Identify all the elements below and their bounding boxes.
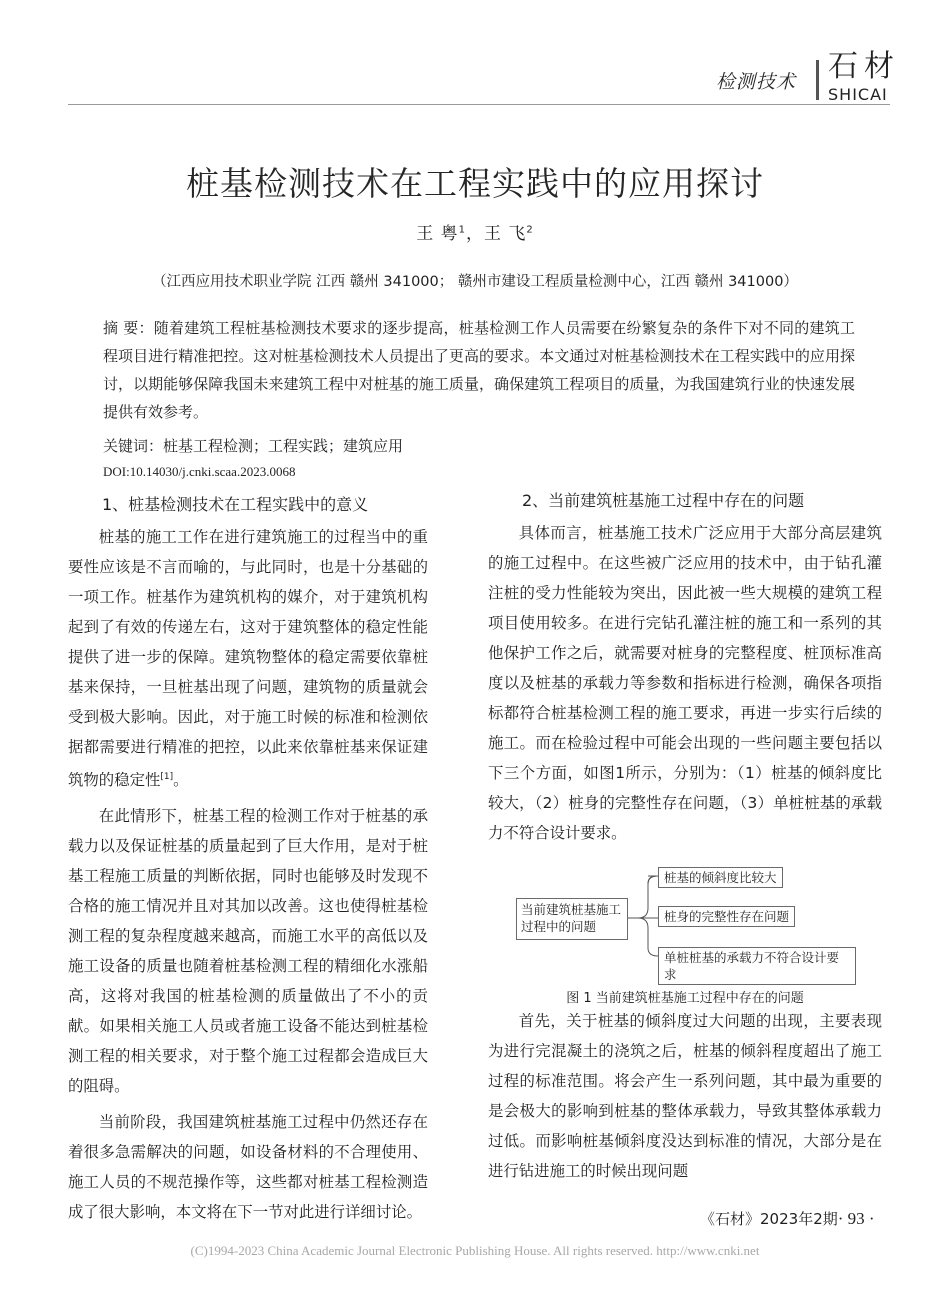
section-heading: 1、桩基检测技术在工程实践中的意义 <box>102 495 369 514</box>
paper-title: 桩基检测技术在工程实践中的应用探讨 <box>186 164 764 203</box>
author-separator: ， <box>466 224 484 244</box>
figure-1 <box>516 862 856 982</box>
paragraph: 在此情形下，桩基工程的检测工作对于桩基的承载力以及保证桩基的质量起到了巨大作用，是对于桩基工程施工质量的判断依据，同时也能够及时发现不合格的施工情况并且对其加以改善。这也使得桩基检测工程的复杂程度越来越高，而施工水平的高低以及施工设备的质量也随着桩基检测工程的精细化水涨船高，这将对我国的桩基检测的质量做出了不小的贡献。如果相关施工人员或者施工设备不能达到桩基检测工程的相关要求，对于整个施工过程都会造成巨大的阻碍。 <box>68 807 428 1096</box>
paragraph: 具体而言，桩基施工技术广泛应用于大部分高层建筑的施工过程中。在这些被广泛应用的技术中，由于钻孔灌注桩的受力性能较为突出，因此被一些大规模的建筑工程项目使用较多。在进行完钻孔灌注桩的施工和一系列的其他保护工作之后，就需要对桩身的完整程度、桩顶标准高度以及桩基的承载力等参数和指标进行检测，确保各项指标都符合桩基检测工程的施工要求，再进一步实行后续的施工。而在检验过程中可能会出现的一些问题主要包括以下三个方面，如图1所示，分别为：（1）桩基的倾斜度比较大，（2）桩身的完整性存在问题，（3）单桩桩基的承载力不符合设计要求。 <box>488 524 882 842</box>
figure-branch-node <box>658 906 795 927</box>
author-name: 王 飞 <box>484 224 527 244</box>
journal-brand: 石材 <box>828 49 900 84</box>
connector-line <box>638 918 648 928</box>
author-list <box>0 219 950 244</box>
paragraph: 首先，关于桩基的倾斜度过大问题的出现，主要表现为进行完混凝土的浇筑之后，桩基的倾斜程度超出了施工过程的标准范围。将会产生一系列问题，其中最为重要的是会极大的影响到桩基的整体承载力，导致其整体承载力过低。而影响桩基倾斜度没达到标准的情况，大部分是在进行钻进施工的时候出现问题 <box>488 1012 882 1180</box>
figure-branch-label: 单桩桩基的承载力不符合设计要求 <box>664 950 840 982</box>
doi: DOI:10.14030/j.cnki.scaa.2023.0068 <box>103 464 296 479</box>
section-heading: 2、当前建筑桩基施工过程中存在的问题 <box>522 491 805 510</box>
abstract: 摘 要：随着建筑工程桩基检测技术要求的逐步提高，桩基检测工作人员需要在纷繁复杂的条件下对不同的建筑工程项目进行精准把控。这对桩基检测技术人员提出了更高的要求。本文通过对桩基检测技术在工程实践中的应用探讨，以期能够保障我国未来建筑工程中对桩基的施工质量，确保建筑工程项目的质量，为我国建筑行业的快速发展提供有效参考。 <box>103 319 855 421</box>
paragraph: 当前阶段，我国建筑桩基施工过程中仍然还存在着很多急需解决的问题，如设备材料的不合理使用、施工人员的不规范操作等，这些都对桩基工程检测造成了很大影响，本文将在下一节对此进行详细讨论。 <box>68 1113 428 1222</box>
header-divider <box>816 60 819 100</box>
header-rule <box>68 104 890 105</box>
figure-root-node <box>516 898 628 940</box>
author-name: 王 粤 <box>416 224 459 244</box>
journal-brand-latin: SHICAI <box>828 85 888 104</box>
footer-issue: 2023年2期 <box>760 1210 838 1228</box>
copyright-line: (C)1994-2023 China Academic Journal Electronic Publishing House. All rights reserved. http://www.cnki.net <box>190 1243 760 1258</box>
left-column <box>68 490 428 1233</box>
footer-journal: 《石材》 <box>700 1210 761 1228</box>
paragraph-text: 桩基的施工工作在进行建筑施工的过程当中的重要性应该是不言而喻的，与此同时，也是十分基础的一项工作。桩基作为建筑机构的媒介，对于建筑机构起到了有效的传递左右，这对于建筑整体的稳定性能提供了进一步的保障。建筑物整体的稳定需要依靠桩基来保持，一旦桩基出现了问题，建筑物的质量就会受到极大影响。因此，对于施工时候的标准和检测依据都需要进行精准的把控，以此来依靠桩基来保证建筑物的稳定性 <box>68 528 428 790</box>
author-affil-mark: 1 <box>458 224 466 236</box>
keywords: 关键词：桩基工程检测；工程实践；建筑应用 <box>103 437 404 455</box>
figure-caption: 图 1 当前建筑桩基施工过程中存在的问题 <box>566 991 804 1006</box>
right-column-continued <box>488 1006 882 1192</box>
paragraph-end: 。 <box>173 771 189 790</box>
connector-line <box>648 876 658 908</box>
figure-branch-label: 桩身的完整性存在问题 <box>664 909 790 924</box>
citation-ref[interactable]: [1] <box>160 772 174 782</box>
author-affil-mark: 2 <box>526 224 534 236</box>
figure-branch-label: 桩基的倾斜度比较大 <box>664 870 777 885</box>
page-number: · 93 · <box>837 1209 875 1228</box>
connector-line <box>628 876 656 918</box>
journal-section-label: 检测技术 <box>716 71 797 93</box>
page-footer <box>700 1208 875 1229</box>
paragraph <box>68 522 428 795</box>
right-column <box>488 486 882 854</box>
figure-branch-node <box>658 867 783 888</box>
figure-root-label: 当前建筑桩基施工过程中的问题 <box>521 902 622 934</box>
figure-branch-node <box>658 947 856 985</box>
affiliation: （江西应用技术职业学院 江西 赣州 341000； 赣州市建设工程质量检测中心，江西 赣州 341000） <box>152 274 798 290</box>
connector-line <box>648 928 658 956</box>
